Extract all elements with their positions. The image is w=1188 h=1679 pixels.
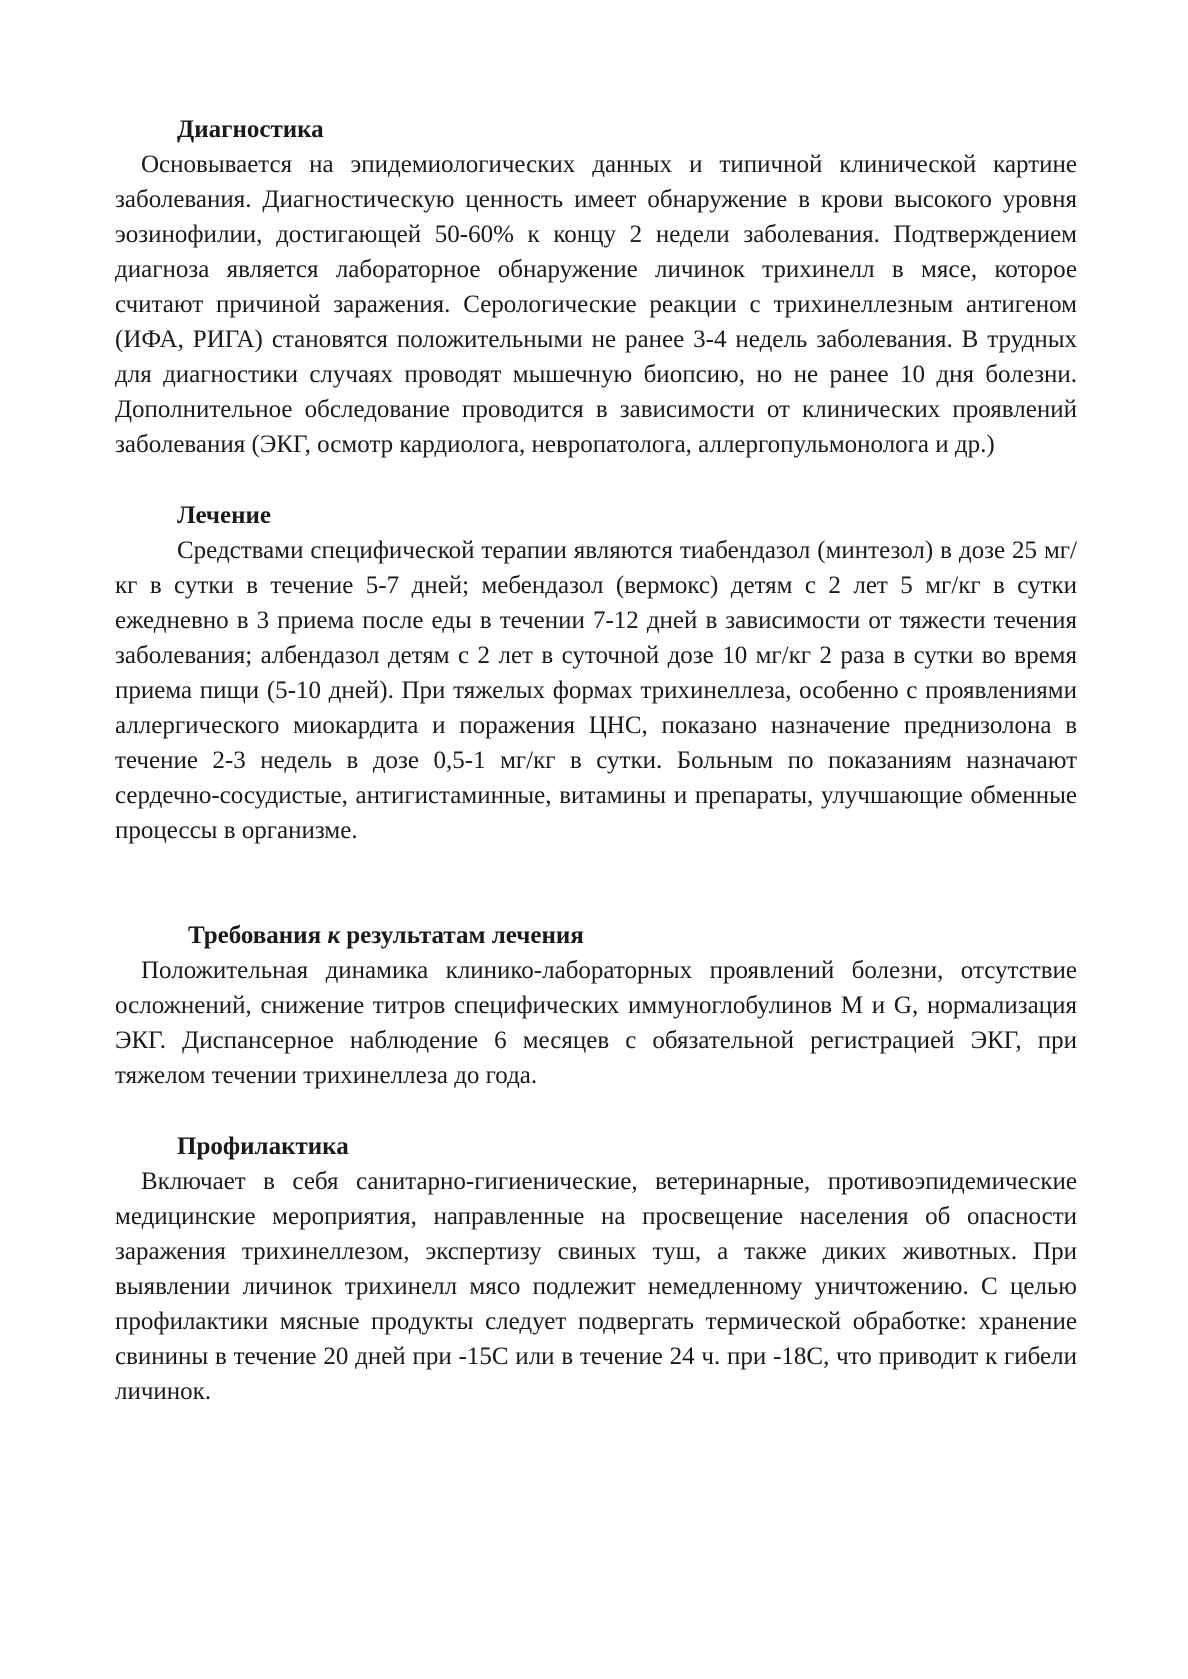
heading-requirements: [188, 918, 1077, 953]
paragraph-requirements: Положительная динамика клинико-лабораторных проявлений болезни, отсутствие осложнений, снижение титров специфических иммуноглобулинов M и G, нормализация ЭКГ. Диспансерное наблюдение 6 месяцев с обязательной регистрацией ЭКГ, при тяжелом течении трихинеллеза до года.: [115, 957, 1077, 1089]
spacer: [115, 1093, 1077, 1129]
heading-requirements-part1: Требования: [188, 922, 322, 949]
section-treatment: [115, 498, 1077, 848]
heading-diagnostics: Диагностика: [177, 116, 324, 143]
section-diagnostics: [115, 112, 1077, 462]
document-page: [115, 112, 1077, 1409]
paragraph-diagnostics: Основывается на эпидемиологических данных и типичной клинической картине заболевания. Диагностическую ценность имеет обнаружение в крови высокого уровня эозинофилии, достигающей 50-60% к концу 2 недели заболевания. Подтверждением диагноза является лабораторное обнаружение личинок трихинелл в мясе, которое считают причиной заражения. Серологические реакции с трихинеллезным антигеном (ИФА, РИГА) становятся положительными не ранее 3-4 недель заболевания. В трудных для диагностики случаях проводят мышечную биопсию, но не ранее 10 дня болезни. Дополнительное обследование проводится в зависимости от клинических проявлений заболевания (ЭКГ, осмотр кардиолога, невропатолога, аллергопульмонолога и др.): [115, 151, 1077, 458]
section-requirements: [115, 918, 1077, 1093]
heading-requirements-part2: результатам лечения: [346, 922, 584, 949]
spacer: [115, 848, 1077, 918]
heading-treatment: Лечение: [177, 502, 272, 529]
heading-prevention: Профилактика: [177, 1133, 349, 1160]
paragraph-treatment: Средствами специфической терапии являются тиабендазол (минтезол) в дозе 25 мг/кг в сутки в течение 5-7 дней; мебендазол (вермокс) детям с 2 лет 5 мг/кг в сутки ежедневно в 3 приема после еды в течении 7-12 дней в зависимости от тяжести течения заболевания; албендазол детям с 2 лет в суточной дозе 10 мг/кг 2 раза в сутки во время приема пищи (5-10 дней). При тяжелых формах трихинеллеза, особенно с проявлениями аллергического миокардита и поражения ЦНС, показано назначение преднизолона в течение 2-3 недель в дозе 0,5-1 мг/кг в сутки. Больным по показаниям назначают сердечно-сосудистые, антигистаминные, витамины и препараты, улучшающие обменные процессы в организме.: [115, 537, 1077, 844]
paragraph-prevention: Включает в себя санитарно-гигиенические, ветеринарные, противоэпидемические медицинские мероприятия, направленные на просвещение населения об опасности заражения трихинеллезом, экспертизу свиных туш, а также диких животных. При выявлении личинок трихинелл мясо подлежит немедленному уничтожению. С целью профилактики мясные продукты следует подвергать термической обработке: хранение свинины в течение 20 дней при -15С или в течение 24 ч. при -18С, что приводит к гибели личинок.: [115, 1168, 1077, 1405]
heading-requirements-em: к: [327, 922, 341, 949]
section-prevention: [115, 1129, 1077, 1409]
spacer: [115, 462, 1077, 498]
